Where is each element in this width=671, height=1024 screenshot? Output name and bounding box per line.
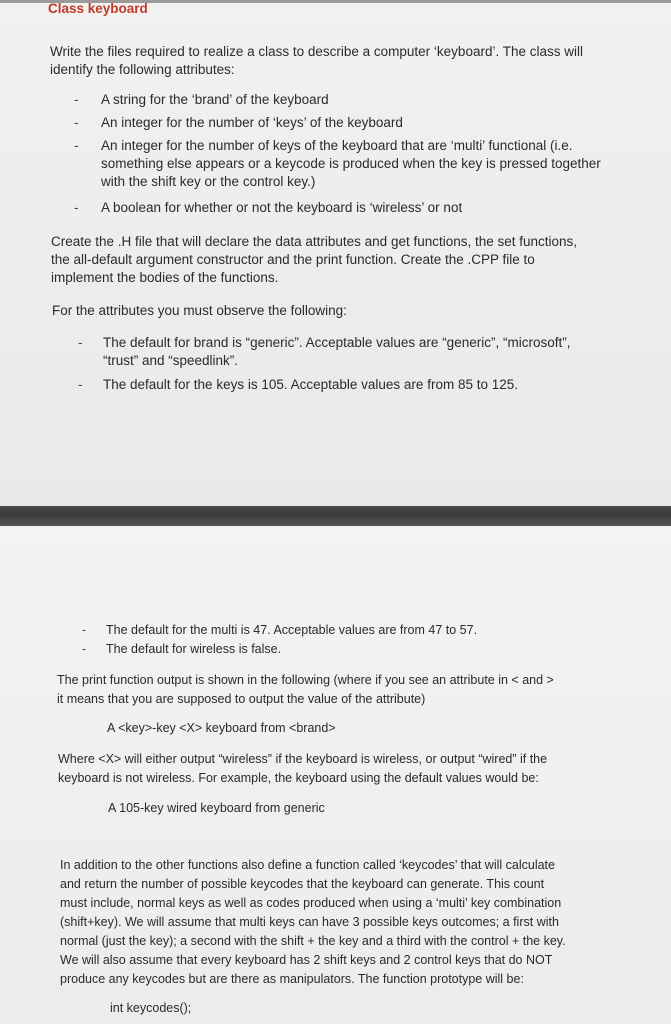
print-line-2: it means that you are supposed to output the value of the attribute)	[57, 692, 426, 706]
default-keys: The default for the keys is 105. Acceptable values are from 85 to 125.	[103, 377, 518, 392]
bullet-dash: -	[74, 92, 79, 107]
bullet-dash: -	[74, 115, 79, 130]
default-multi: The default for the multi is 47. Acceptable values are from 47 to 57.	[106, 623, 478, 637]
keycodes-line-4: (shift+key). We will assume that multi keys can have 3 possible keys outcomes; a first with	[60, 915, 559, 929]
bullet-dash: -	[78, 335, 83, 350]
create-line-2: the all-default argument constructor and the print function. Create the .CPP file to	[51, 252, 535, 267]
observe-heading: For the attributes you must observe the following:	[52, 303, 347, 318]
attribute-multi-line-1: An integer for the number of keys of the keyboard that are ‘multi’ functional (i.e.	[101, 138, 573, 153]
attribute-multi-line-3: with the shift key or the control key.)	[101, 174, 316, 189]
keycodes-line-5: normal (just the key); a second with the shift + the key and a third with the control + the key.	[60, 934, 566, 948]
bullet-dash: -	[74, 138, 79, 153]
intro-line-1: Write the files required to realize a class to describe a computer ‘keyboard’. The class will	[50, 44, 583, 59]
print-line-1: The print function output is shown in the following (where if you see an attribute in < and >	[57, 673, 554, 687]
default-brand-line-1: The default for brand is “generic”. Acceptable values are “generic”, “microsoft”,	[103, 335, 571, 350]
print-format: A <key>-key <X> keyboard from <brand>	[107, 721, 336, 735]
bullet-dash: -	[74, 200, 79, 215]
attribute-brand: A string for the ‘brand’ of the keyboard	[101, 92, 329, 107]
bullet-dash: -	[78, 377, 83, 392]
keycodes-line-3: must include, normal keys as well as codes produced when using a ‘multi’ key combination	[60, 896, 562, 910]
where-line-2: keyboard is not wireless. For example, the keyboard using the default values would be:	[58, 771, 539, 785]
where-line-1: Where <X> will either output “wireless” if the keyboard is wireless, or output “wired” if the	[58, 752, 548, 766]
attribute-multi-line-2: something else appears or a keycode is produced when the key is pressed together	[101, 156, 601, 171]
attribute-wireless: A boolean for whether or not the keyboard is ‘wireless’ or not	[101, 200, 463, 215]
function-prototype: int keycodes();	[110, 1001, 192, 1015]
page-divider	[0, 506, 671, 526]
create-line-1: Create the .H file that will declare the data attributes and get functions, the set functions,	[51, 234, 578, 249]
keycodes-line-7: produce any keycodes but are there as manipulators. The function prototype will be:	[60, 972, 524, 986]
create-line-3: implement the bodies of the functions.	[51, 270, 279, 285]
intro-line-2: identify the following attributes:	[50, 62, 235, 77]
default-wireless: The default for wireless is false.	[106, 642, 282, 656]
default-brand-line-2: “trust” and “speedlink”.	[103, 353, 239, 368]
page-title: Class keyboard	[48, 1, 148, 16]
bullet-dash: -	[82, 642, 87, 656]
keycodes-line-6: We will also assume that every keyboard has 2 shift keys and 2 control keys that do NOT	[60, 953, 553, 967]
keycodes-line-2: and return the number of possible keycodes that the keyboard can generate. This count	[60, 877, 545, 891]
example-output: A 105-key wired keyboard from generic	[108, 801, 325, 815]
attribute-keys: An integer for the number of ‘keys’ of the keyboard	[101, 115, 403, 130]
keycodes-line-1: In addition to the other functions also define a function called ‘keycodes’ that will calculate	[60, 858, 555, 872]
bullet-dash: -	[82, 623, 87, 637]
